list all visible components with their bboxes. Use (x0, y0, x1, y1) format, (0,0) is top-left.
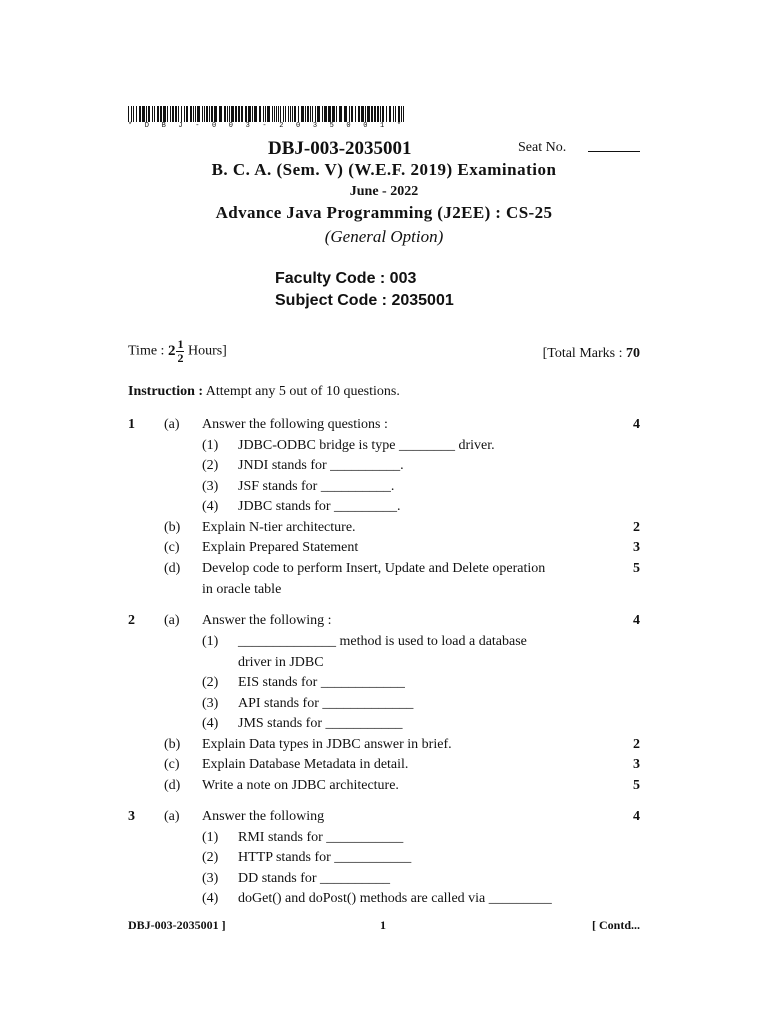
barcode-bar (361, 106, 364, 122)
part-text: Write a note on JDBC architecture. (202, 778, 399, 793)
total-marks (543, 346, 640, 362)
footer-continued: [ Contd... (591, 918, 640, 932)
sub-num: (3) (202, 479, 219, 494)
barcode-bar (154, 106, 155, 122)
barcode-bar (332, 106, 335, 122)
part-label: (b) (164, 520, 181, 535)
part-marks: 5 (633, 561, 640, 576)
barcode-bar (290, 106, 291, 122)
part-text: Answer the following (202, 809, 325, 824)
part-text: Develop code to perform Insert, Update and Delete operation (202, 561, 546, 576)
barcode-bar (310, 106, 311, 122)
sub-text: DD stands for __________ (238, 871, 391, 886)
part-label: (a) (164, 809, 180, 824)
sub-num: (2) (202, 458, 219, 473)
part-label: (a) (164, 417, 180, 432)
barcode-bar (224, 106, 226, 122)
barcode-bar (339, 106, 342, 122)
barcode-bar (355, 106, 356, 122)
barcode-bar (344, 106, 347, 122)
part-label: (b) (164, 737, 181, 752)
barcode-bar (395, 106, 396, 122)
barcode-bar (294, 106, 296, 122)
total-marks-value: 70 (626, 346, 640, 361)
barcode-bar (280, 106, 281, 122)
question-number: 3 (128, 809, 135, 824)
barcode-bar (245, 106, 247, 122)
faculty-code: Faculty Code : 003 (275, 270, 417, 287)
part-text-continued: in oracle table (202, 582, 282, 597)
barcode-bar (146, 106, 147, 122)
barcode-bar (204, 106, 205, 122)
barcode-bar (167, 106, 168, 122)
barcode-bar (209, 106, 210, 122)
sub-text-continued: driver in JDBC (238, 655, 324, 670)
barcode-bar (131, 106, 132, 122)
barcode-bar (401, 106, 402, 122)
barcode-bar (219, 106, 222, 122)
seat-number-label: Seat No. (518, 140, 567, 155)
barcode-bar (288, 106, 289, 122)
sub-num: (4) (202, 499, 219, 514)
barcode-bar (172, 106, 174, 122)
question-number: 1 (128, 417, 135, 432)
part-text: Explain N-tier architecture. (202, 520, 356, 535)
sub-text: EIS stands for ____________ (238, 675, 405, 690)
part-marks: 2 (633, 520, 640, 535)
part-label: (c) (164, 757, 180, 772)
sub-num: (2) (202, 850, 219, 865)
barcode-bar (252, 106, 253, 122)
barcode-bar (133, 106, 134, 122)
barcode-bar (351, 106, 353, 122)
barcode-bar (175, 106, 177, 122)
sub-num: (1) (202, 438, 219, 453)
barcode-bar (358, 106, 360, 122)
barcode-bar (374, 106, 376, 122)
barcode-bar (278, 106, 279, 122)
barcode-bar (371, 106, 373, 122)
barcode-bar (324, 106, 327, 122)
sub-num: (2) (202, 675, 219, 690)
barcode-bar (274, 106, 275, 122)
barcode-bar (142, 106, 145, 122)
barcode-bar (328, 106, 331, 122)
footer-page-number: 1 (380, 918, 386, 932)
sub-num: (4) (202, 716, 219, 731)
barcode-bar (241, 106, 243, 122)
barcode-bar (160, 106, 162, 122)
time-whole: 2 (167, 343, 176, 359)
barcode-bar (178, 106, 179, 122)
barcode-bar (136, 106, 137, 122)
barcode-bar (380, 106, 381, 122)
barcode-bar (285, 106, 286, 122)
sub-text: HTTP stands for ___________ (238, 850, 412, 865)
barcode-bar (336, 106, 337, 122)
barcode-bar (211, 106, 213, 122)
sub-num: (4) (202, 891, 219, 906)
sub-text: RMI stands for ___________ (238, 830, 404, 845)
part-label: (c) (164, 540, 180, 555)
part-marks: 4 (633, 809, 640, 824)
barcode-bar (317, 106, 320, 122)
time-fraction (176, 338, 184, 365)
barcode-bar (152, 106, 153, 122)
barcode-bar (193, 106, 194, 122)
sub-text: API stands for _____________ (238, 696, 414, 711)
footer-paper-code: DBJ-003-2035001 ] (128, 918, 226, 932)
sub-num: (1) (202, 830, 219, 845)
sub-num: (3) (202, 696, 219, 711)
sub-text: ______________ method is used to load a database (238, 634, 527, 649)
barcode-bar (398, 106, 400, 122)
barcode-bar (227, 106, 228, 122)
barcode-bar (214, 106, 217, 122)
sub-num: (3) (202, 871, 219, 886)
barcode-bar (139, 106, 141, 122)
barcode-bar (283, 106, 284, 122)
instruction (128, 384, 400, 400)
time-prefix: Time : (128, 343, 165, 359)
barcode-bar (197, 106, 200, 122)
barcode-bar (393, 106, 394, 122)
subject-option: (General Option) (324, 227, 444, 246)
barcode-bar (231, 106, 234, 122)
barcode-bar (206, 106, 208, 122)
sub-text: JSF stands for __________. (238, 479, 395, 494)
total-marks-label: [Total Marks : (542, 346, 623, 361)
barcode-bar (238, 106, 240, 122)
subject-title: Advance Java Programming (J2EE) : CS-25 (215, 203, 553, 222)
paper-code-title: DBJ-003-2035001 (268, 138, 412, 159)
part-marks: 3 (633, 540, 640, 555)
barcode-bar (202, 106, 203, 122)
part-label: (d) (164, 561, 181, 576)
part-text: Explain Data types in JDBC answer in brief. (202, 737, 452, 752)
barcode-bar (186, 106, 188, 122)
exam-title: B. C. A. (Sem. V) (W.E.F. 2019) Examination (211, 160, 557, 179)
time-numerator: 1 (177, 337, 184, 351)
part-marks: 2 (633, 737, 640, 752)
sub-text: JNDI stands for __________. (238, 458, 404, 473)
barcode-bar (382, 106, 384, 122)
part-label: (d) (164, 778, 181, 793)
barcode-bar (367, 106, 370, 122)
time-allowed (128, 338, 227, 365)
sub-text: JDBC-ODBC bridge is type ________ driver. (238, 438, 495, 453)
barcode-bar (386, 106, 387, 122)
barcode-bar (298, 106, 299, 122)
barcode-bar (315, 106, 316, 122)
barcode-bar (301, 106, 304, 122)
barcode-bar (148, 106, 150, 122)
part-text: Answer the following questions : (202, 417, 388, 432)
barcode-text: * D B J - 0 0 3 - 2 0 3 5 0 0 1 * (128, 122, 406, 130)
barcode-bar (157, 106, 159, 122)
part-text: Explain Database Metadata in detail. (202, 757, 409, 772)
barcode-bar (195, 106, 196, 122)
sub-num: (1) (202, 634, 219, 649)
exam-month: June - 2022 (349, 184, 419, 199)
barcode (128, 106, 408, 122)
instruction-label: Instruction : (128, 384, 204, 399)
barcode-bar (305, 106, 306, 122)
part-marks: 5 (633, 778, 640, 793)
time-suffix: Hours] (187, 343, 227, 359)
barcode-bar (307, 106, 309, 122)
barcode-bar (128, 106, 129, 122)
barcode-bar (190, 106, 192, 122)
part-marks: 4 (633, 613, 640, 628)
part-marks: 4 (633, 417, 640, 432)
instruction-text: Attempt any 5 out of 10 questions. (205, 384, 400, 399)
barcode-bar (322, 106, 323, 122)
barcode-bar (292, 106, 293, 122)
barcode-bar (272, 106, 273, 122)
barcode-bar (235, 106, 237, 122)
barcode-bar (389, 106, 391, 122)
barcode-bar (276, 106, 277, 122)
barcode-bar (349, 106, 350, 122)
barcode-bar (229, 106, 230, 122)
seat-number-field[interactable] (588, 151, 640, 152)
time-denominator: 2 (177, 351, 184, 365)
barcode-bar (184, 106, 185, 122)
barcode-bar (267, 106, 270, 122)
barcode-bar (181, 106, 182, 122)
part-label: (a) (164, 613, 180, 628)
sub-text: doGet() and doPost() methods are called via _________ (238, 891, 552, 906)
barcode-bar (163, 106, 166, 122)
part-text: Explain Prepared Statement (202, 540, 359, 555)
barcode-bar (312, 106, 313, 122)
sub-text: JDBC stands for _________. (238, 499, 401, 514)
barcode-bar (377, 106, 379, 122)
barcode-bar (248, 106, 251, 122)
barcode-bar (259, 106, 261, 122)
sub-text: JMS stands for ___________ (238, 716, 403, 731)
barcode-bar (403, 106, 404, 122)
part-marks: 3 (633, 757, 640, 772)
barcode-bar (365, 106, 366, 122)
barcode-bar (254, 106, 257, 122)
part-text: Answer the following : (202, 613, 332, 628)
barcode-bar (263, 106, 264, 122)
barcode-bar (265, 106, 266, 122)
barcode-bar (170, 106, 171, 122)
question-number: 2 (128, 613, 135, 628)
subject-code: Subject Code : 2035001 (275, 292, 454, 309)
